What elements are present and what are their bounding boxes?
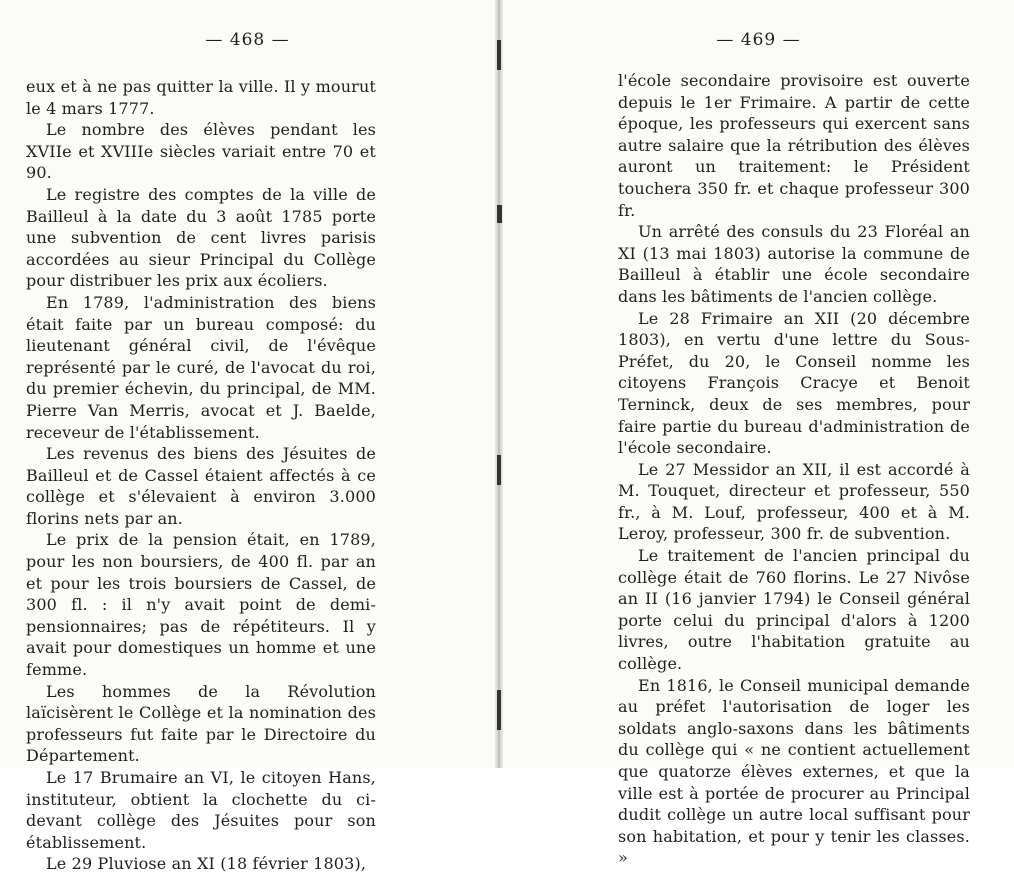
paragraph: Les revenus des biens des Jésuites de Bailleul et de Cassel étaient affectés à ce collège et s'élevaient à environ 3.000 florins nets par an. [26,444,376,528]
paragraph: Le 27 Messidor an XII, il est accordé à M. Touquet, directeur et professeur, 550 fr., à M. Louf, professeur, 400 et à M. Leroy, professeur, 300 fr. de subvention. [618,459,970,544]
paragraph: Le prix de la pension était, en 1789, pour les non boursiers, de 400 fl. par an et pour les trois boursiers de Cassel, de 300 fl. : il n'y avait point de demi-pensionnaires; pas de répétiteurs. Il y avait pour domestiques un homme et une femme. [26,530,376,680]
right-page [503,0,1014,868]
paragraph: Le nombre des élèves pendant les XVIIe et XVIIIe siècles variait entre 70 et 90. [26,120,376,183]
paragraph: eux et à ne pas quitter la ville. Il y mourut le 4 mars 1777. [26,77,376,118]
paragraph: l'école secondaire provisoire est ouverte depuis le 1er Frimaire. A partir de cette époque, les professeurs qui exercent sans autre salaire que la rétribution des élèves auront un traitement: le Président touchera 350 fr. et chaque professeur 300 fr. [618,71,970,220]
left-page [0,0,495,874]
paragraph: Un arrêté des consuls du 23 Floréal an XI (13 mai 1803) autorise la commune de Bailleul à établir une école secondaire dans les bâtiments de l'ancien collège. [618,222,970,306]
paragraph: En 1789, l'administration des biens était faite par un bureau composé: du lieutenant général civil, de l'évêque représenté par le curé, de l'avocat du roi, du premier échevin, du principal, de MM. Pierre Van Merris, avocat et J. Baelde, receveur de l'établissement. [26,292,376,442]
right-page-number: — 469 — [716,30,801,50]
paragraph: Le 28 Frimaire an XII (20 décembre 1803), en vertu d'une lettre du Sous-Préfet, du 20, le Conseil nomme les citoyens François Cracye et Benoit Terninck, deux de ses membres, pour faire partie du bureau d'administration de l'école secondaire. [618,308,970,458]
paragraph: Le registre des comptes de la ville de Bailleul à la date du 3 août 1785 porte une subvention de cent livres parisis accordées au sieur Principal du Collège pour distribuer les prix aux écoliers. [26,184,376,291]
paragraph: En 1816, le Conseil municipal demande au préfet l'autorisation de loger les soldats anglo-saxons dans les bâtiments du collège qui « ne contient actuellement que quatorze élèves externes, et que la ville est à portée de procurer au Principal dudit collège un autre local suffisant pour son habitation, et pour y tenir les classes. » [618,675,970,868]
paragraph: Les hommes de la Révolution laïcisèrent le Collège et la nomination des professeurs fut faite par le Directoire du Département. [26,681,376,766]
gutter-mark [497,455,501,485]
paragraph: Le traitement de l'ancien principal du collège était de 760 florins. Le 27 Nivôse an II (16 janvier 1794) le Conseil général porte celui du principal d'alors à 1200 livres, outre l'habitation gratuite au collège. [618,546,970,674]
paragraph: Le 29 Pluviose an XI (18 février 1803), [46,854,367,874]
right-page-text [618,70,970,869]
left-page-text [26,76,376,875]
left-page-number: — 468 — [205,30,290,50]
gutter-mark [497,205,502,223]
book-gutter [495,0,503,768]
paragraph: Le 17 Brumaire an VI, le citoyen Hans, instituteur, obtient la clochette du ci-devant collège des Jésuites pour son établissement. [26,768,376,852]
gutter-mark [497,40,501,70]
gutter-mark [497,690,501,730]
